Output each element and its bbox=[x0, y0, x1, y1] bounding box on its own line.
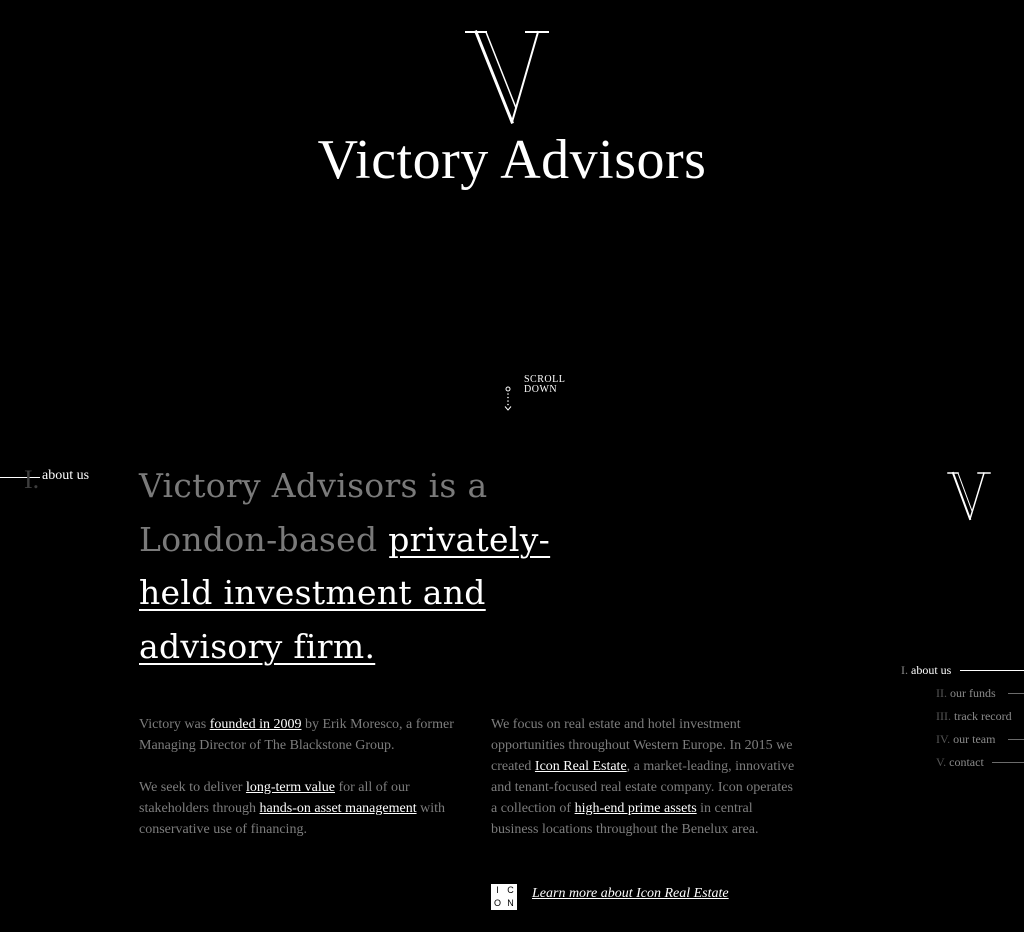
section-label: about us bbox=[42, 468, 90, 483]
nav-numeral: V. bbox=[936, 755, 947, 769]
side-navigation bbox=[880, 660, 1024, 775]
text: We focus on real estate and hotel investment opportunities throughout Western Europe. In 2015 we created bbox=[491, 717, 793, 774]
headline-link[interactable]: privately-held investment and advisory firm. bbox=[139, 519, 551, 666]
value-paragraph bbox=[139, 777, 454, 840]
text: , a market-leading, innovative and tenant-focused real estate company. Icon operates a collection of bbox=[491, 759, 795, 816]
text: in central business locations throughout the Benelux area. bbox=[491, 801, 759, 837]
nav-line bbox=[1008, 693, 1024, 694]
asset-management-link[interactable]: hands-on asset management bbox=[259, 801, 417, 816]
side-nav-item-our-funds[interactable] bbox=[880, 683, 1024, 706]
nav-numeral: III. bbox=[936, 709, 951, 723]
nav-line bbox=[1008, 739, 1024, 740]
about-headline bbox=[139, 459, 569, 673]
scroll-down-icon[interactable] bbox=[503, 386, 513, 412]
v-monogram-small-icon[interactable] bbox=[946, 470, 992, 522]
nav-line bbox=[992, 762, 1024, 763]
icon-real-estate-logo[interactable] bbox=[491, 884, 517, 910]
about-right-column bbox=[491, 714, 796, 861]
text: We seek to deliver bbox=[139, 780, 246, 795]
nav-numeral: II. bbox=[936, 686, 947, 700]
about-left-column bbox=[139, 714, 454, 861]
text: Victory was bbox=[139, 717, 210, 732]
v-monogram-icon bbox=[462, 28, 554, 126]
scroll-label-line1: SCROLL bbox=[524, 374, 566, 385]
prime-assets-link[interactable]: high-end prime assets bbox=[574, 801, 697, 816]
focus-paragraph bbox=[491, 714, 796, 840]
side-nav-item-contact[interactable] bbox=[880, 752, 1024, 775]
nav-label: our funds bbox=[950, 686, 996, 700]
icon-logo-letter: O bbox=[493, 898, 501, 908]
text: with conservative use of financing. bbox=[139, 801, 445, 837]
headline-plain: Victory Advisors is a London-based bbox=[139, 466, 488, 559]
icon-logo-letter: C bbox=[507, 885, 514, 895]
nav-label: track record bbox=[954, 709, 1012, 723]
text: for all of our stakeholders through bbox=[139, 780, 410, 816]
icon-logo-letter: N bbox=[507, 898, 514, 908]
nav-active-line bbox=[960, 670, 1024, 671]
icon-real-estate-link[interactable]: Icon Real Estate bbox=[534, 759, 627, 774]
brand-title: Victory Advisors bbox=[317, 129, 707, 191]
nav-numeral: IV. bbox=[936, 732, 951, 746]
long-term-value-link[interactable]: long-term value bbox=[245, 780, 335, 795]
nav-label: contact bbox=[949, 755, 984, 769]
nav-label: our team bbox=[953, 732, 996, 746]
side-nav-item-about-us[interactable] bbox=[880, 660, 1024, 683]
section-marker bbox=[0, 465, 120, 494]
scroll-down-label[interactable] bbox=[524, 375, 565, 395]
founding-paragraph bbox=[139, 714, 454, 756]
section-numeral: I. bbox=[24, 465, 40, 494]
founded-link[interactable]: founded in 2009 bbox=[209, 717, 302, 732]
side-nav-item-our-team[interactable] bbox=[880, 729, 1024, 752]
nav-label: about us bbox=[911, 663, 952, 677]
scroll-label-line2: DOWN bbox=[524, 384, 558, 395]
learn-more-icon-link[interactable]: Learn more about Icon Real Estate bbox=[532, 886, 729, 901]
icon-logo-letter: I bbox=[496, 885, 499, 895]
nav-numeral: I. bbox=[901, 663, 908, 677]
side-nav-item-track-record[interactable] bbox=[880, 706, 1024, 729]
text: by Erik Moresco, a former Managing Director of The Blackstone Group. bbox=[139, 717, 454, 753]
